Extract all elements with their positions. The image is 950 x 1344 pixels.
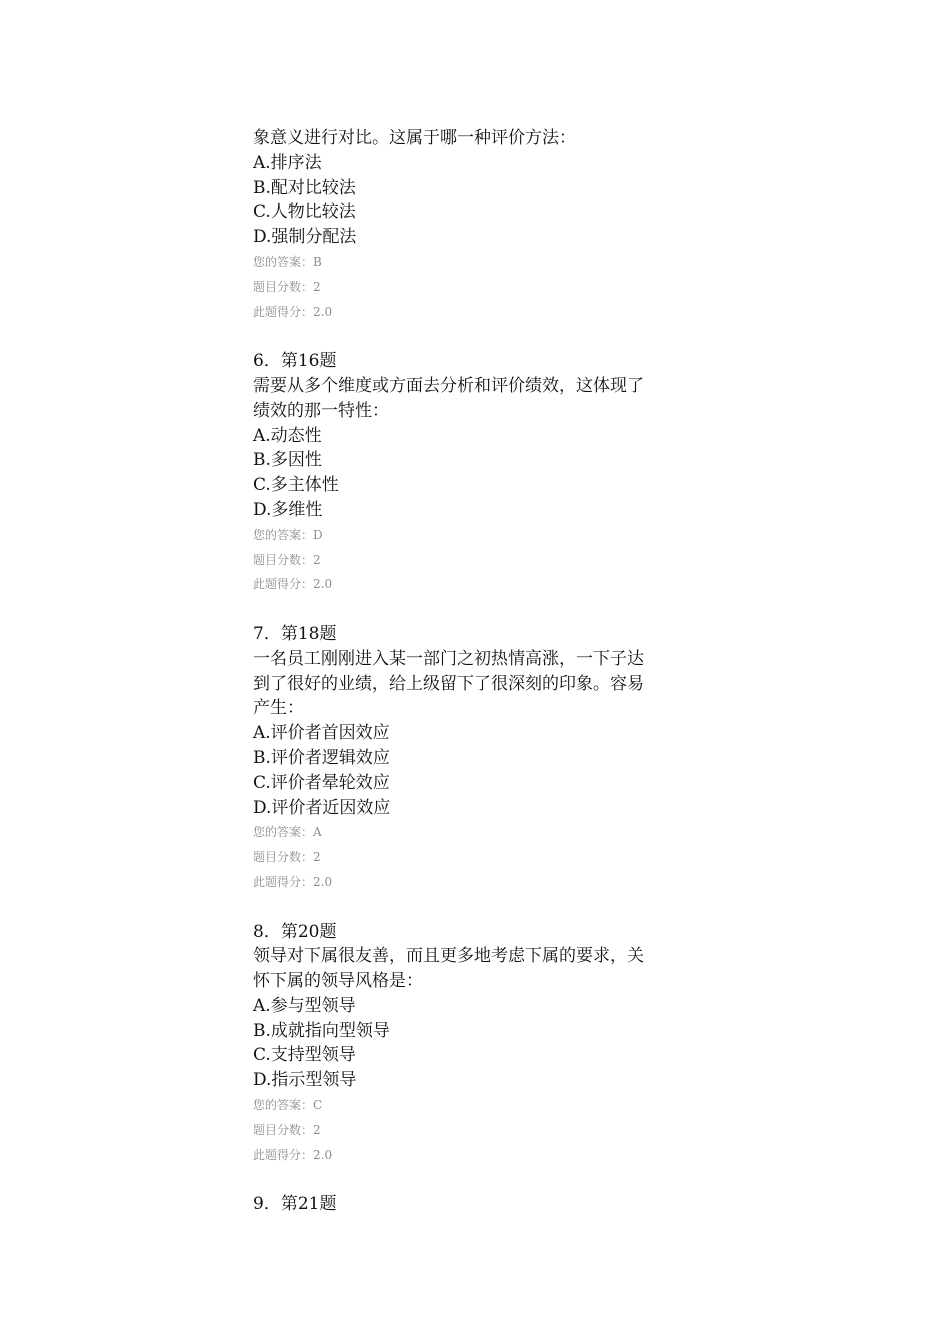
option-a: A.评价者首因效应: [253, 723, 390, 744]
question-stem-line: 绩效的那一特性：: [253, 400, 389, 421]
question-stem-line: 需要从多个维度或方面去分析和评价绩效，这体现了: [253, 375, 644, 396]
option-b: B.成就指向型领导: [253, 1020, 390, 1041]
option-a: A.排序法: [253, 152, 322, 173]
question-score: 题目分数：2: [253, 279, 321, 294]
question-block-7: [253, 622, 713, 895]
option-c: C.评价者晕轮效应: [253, 772, 390, 793]
question-stem-line: 产生：: [253, 698, 304, 719]
option-c: C.人物比较法: [253, 202, 356, 223]
question-block-5: [253, 126, 713, 324]
option-c: C.多主体性: [253, 475, 339, 496]
earned-score: 此题得分：2.0: [253, 874, 333, 889]
option-d: D.评价者近因效应: [253, 797, 391, 818]
earned-score: 此题得分：2.0: [253, 304, 333, 319]
question-block-8: [253, 920, 713, 1168]
your-answer: 您的答案：D: [253, 527, 323, 542]
document-page: [253, 126, 713, 1217]
spacer: [253, 597, 713, 622]
your-answer: 您的答案：A: [253, 825, 322, 840]
question-stem-line: 到了很好的业绩，给上级留下了很深刻的印象。容易: [253, 673, 644, 694]
option-d: D.多维性: [253, 499, 323, 520]
spacer: [253, 895, 713, 920]
question-heading: 8．第20题: [253, 921, 337, 942]
question-stem-line: 象意义进行对比。这属于哪一种评价方法：: [253, 128, 576, 148]
option-d: D.强制分配法: [253, 227, 357, 248]
question-score: 题目分数：2: [253, 1122, 321, 1137]
question-score: 题目分数：2: [253, 850, 321, 865]
earned-score: 此题得分：2.0: [253, 577, 333, 592]
question-heading-9: 9．第21题: [253, 1194, 337, 1215]
spacer: [253, 324, 713, 349]
option-b: B.配对比较法: [253, 177, 356, 198]
option-c: C.支持型领导: [253, 1045, 356, 1066]
question-heading: 7．第18题: [253, 623, 337, 644]
earned-score: 此题得分：2.0: [253, 1147, 333, 1162]
option-b: B.评价者逻辑效应: [253, 747, 390, 768]
your-answer: 您的答案：C: [253, 1098, 323, 1113]
question-stem-line: 领导对下属很友善，而且更多地考虑下属的要求，关: [253, 946, 644, 967]
question-heading: 6．第16题: [253, 351, 337, 372]
option-a: A.动态性: [253, 425, 322, 446]
option-b: B.多因性: [253, 450, 322, 471]
question-block-6: [253, 349, 713, 597]
option-d: D.指示型领导: [253, 1070, 357, 1091]
spacer: [253, 1167, 713, 1192]
option-a: A.参与型领导: [253, 995, 356, 1016]
question-stem-line: 怀下属的领导风格是：: [253, 971, 423, 992]
your-answer: 您的答案：B: [253, 254, 322, 269]
question-stem-line: 一名员工刚刚进入某一部门之初热情高涨，一下子达: [253, 648, 644, 669]
question-score: 题目分数：2: [253, 552, 321, 567]
